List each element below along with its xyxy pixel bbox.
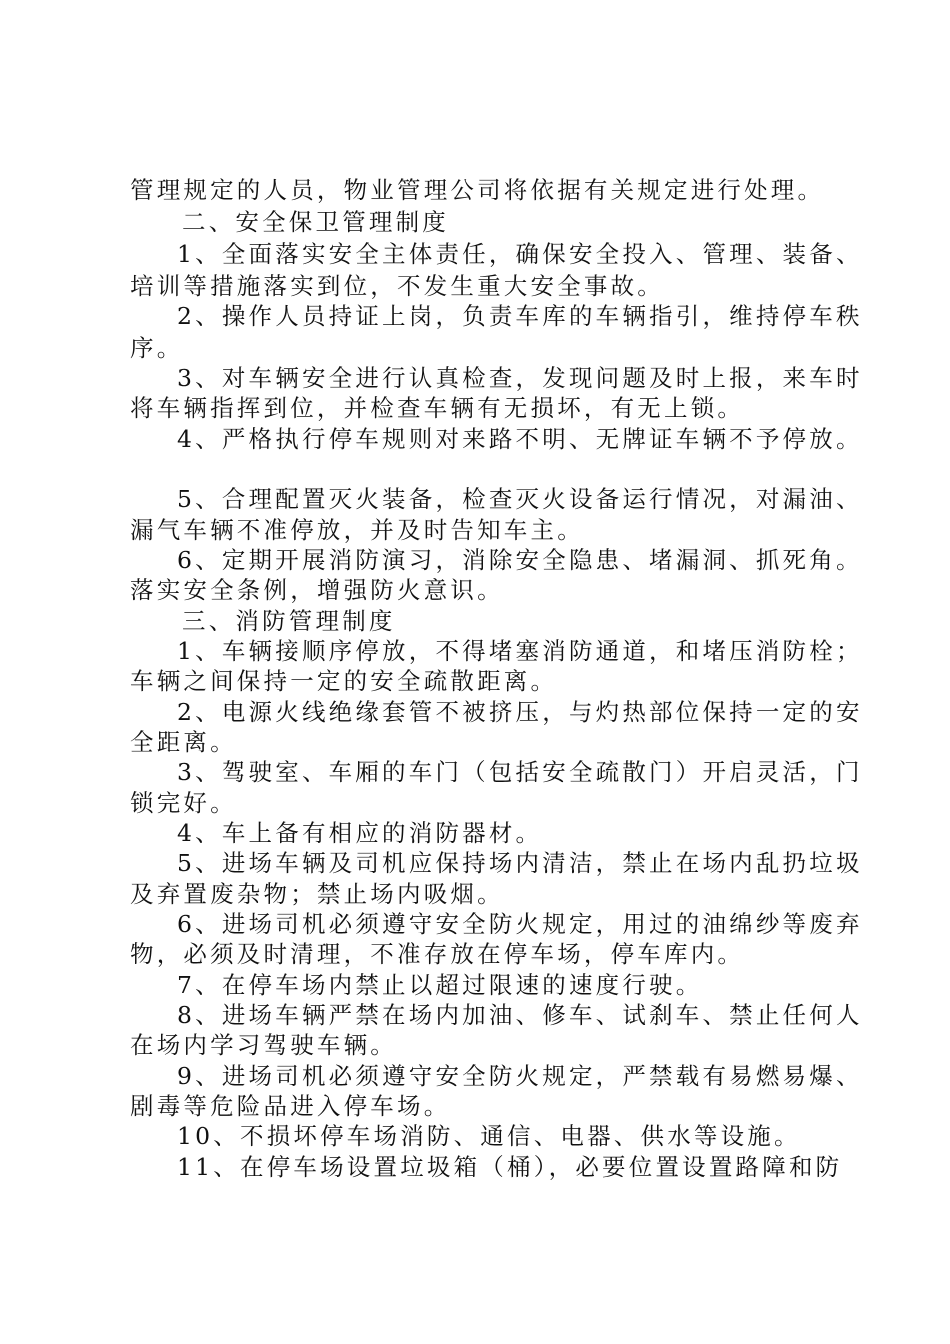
text-line: 8、进场车辆严禁在场内加油、修车、试刹车、禁止任何人 xyxy=(177,1001,863,1029)
text-line: 剧毒等危险品进入停车场。 xyxy=(130,1092,451,1120)
text-line: 及弃置废杂物；禁止场内吸烟。 xyxy=(130,880,504,908)
text-line: 管理规定的人员，物业管理公司将依据有关规定进行处理。 xyxy=(130,176,825,204)
text-line: 3、对车辆安全进行认真检查，发现问题及时上报，来车时 xyxy=(177,364,863,392)
text-line: 7、在停车场内禁止以超过限速的速度行驶。 xyxy=(177,971,703,999)
text-line: 6、定期开展消防演习，消除安全隐患、堵漏洞、抓死角。 xyxy=(177,546,863,574)
text-line: 11、在停车场设置垃圾箱（桶），必要位置设置路障和防 xyxy=(177,1153,843,1181)
text-line: 6、进场司机必须遵守安全防火规定，用过的油绵纱等废弃 xyxy=(177,910,863,938)
text-line: 将车辆指挥到位，并检查车辆有无损坏，有无上锁。 xyxy=(130,394,745,422)
text-line: 在场内学习驾驶车辆。 xyxy=(130,1031,397,1059)
text-line: 物，必须及时清理，不准存放在停车场，停车库内。 xyxy=(130,940,745,968)
text-line: 5、合理配置灭火装备，检查灭火设备运行情况，对漏油、 xyxy=(177,485,863,513)
text-line: 车辆之间保持一定的安全疏散距离。 xyxy=(130,667,558,695)
text-line: 3、驾驶室、车厢的车门（包括安全疏散门）开启灵活，门 xyxy=(177,758,863,786)
text-line: 全距离。 xyxy=(130,728,237,756)
section-heading: 三、消防管理制度 xyxy=(182,607,396,635)
text-line: 培训等措施落实到位，不发生重大安全事故。 xyxy=(130,272,664,300)
text-line: 10、不损坏停车场消防、通信、电器、供水等设施。 xyxy=(177,1122,801,1150)
text-line: 2、操作人员持证上岗，负责车库的车辆指引，维持停车秩 xyxy=(177,302,863,330)
text-line: 5、进场车辆及司机应保持场内清洁，禁止在场内乱扔垃圾 xyxy=(177,849,863,877)
text-line: 9、进场司机必须遵守安全防火规定，严禁载有易燃易爆、 xyxy=(177,1062,863,1090)
text-line: 2、电源火线绝缘套管不被挤压，与灼热部位保持一定的安 xyxy=(177,698,863,726)
text-line: 1、车辆接顺序停放，不得堵塞消防通道，和堵压消防栓； xyxy=(177,637,863,665)
text-line: 4、严格执行停车规则对来路不明、无牌证车辆不予停放。 xyxy=(177,425,863,453)
text-line: 锁完好。 xyxy=(130,789,237,817)
text-line: 1、全面落实安全主体责任，确保安全投入、管理、装备、 xyxy=(177,240,863,268)
text-line: 4、车上备有相应的消防器材。 xyxy=(177,819,543,847)
section-heading: 二、安全保卫管理制度 xyxy=(182,208,449,236)
text-line: 漏气车辆不准停放，并及时告知车主。 xyxy=(130,516,584,544)
text-line: 序。 xyxy=(130,334,184,362)
text-line: 落实安全条例，增强防火意识。 xyxy=(130,576,504,604)
